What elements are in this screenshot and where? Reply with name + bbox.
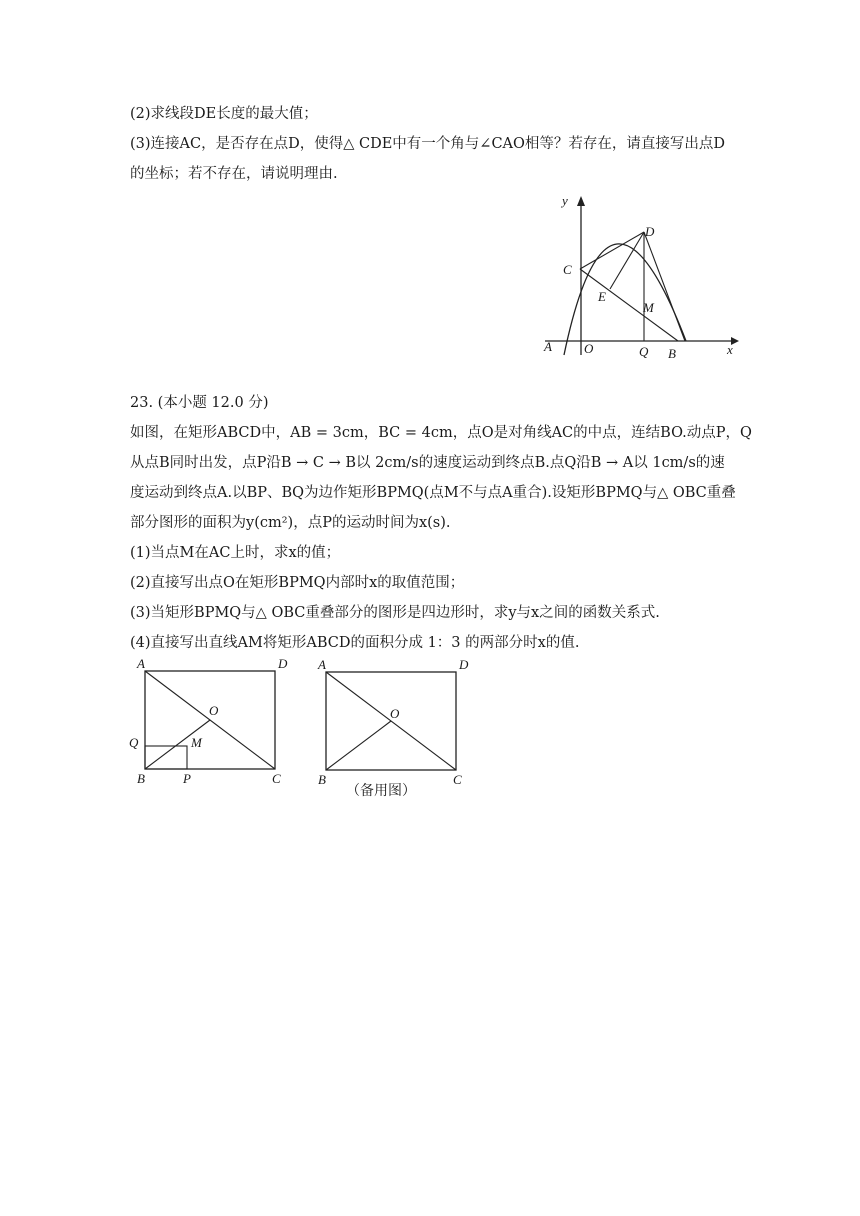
fig1-label-c: C <box>272 771 281 786</box>
q23-part-1: (1)当点M在AC上时，求x的值； <box>130 545 341 561</box>
fig2-label-o: O <box>390 706 400 721</box>
q23-part-4: (4)直接写出直线AM将矩形ABCD的面积分成 1：3 的两部分时x的值. <box>130 635 580 651</box>
q23-stem-line-3: 度运动到终点A.以BP、BQ为边作矩形BPMQ(点M不与点A重合).设矩形BPMQ与△ OBC重叠 <box>130 485 736 501</box>
label-point-m: M <box>643 300 654 315</box>
fig2-label-b: B <box>318 772 326 787</box>
fig1-label-p: P <box>183 771 191 786</box>
rectangle-figure-spare <box>310 655 480 790</box>
fig2-label-a: A <box>318 657 326 672</box>
rectangle-figure-main <box>125 655 295 790</box>
fig1-label-m: M <box>191 735 202 750</box>
fig2-label-d: D <box>459 657 469 672</box>
label-origin-o: O <box>584 341 594 356</box>
q23-stem-line-4: 部分图形的面积为y(cm²)，点P的运动时间为x(s). <box>130 515 451 531</box>
q23-stem-line-1: 如图，在矩形ABCD中，AB = 3cm，BC = 4cm，点O是对角线AC的中点，连结BO.动点P，Q <box>130 425 752 441</box>
q23-stem-line-2: 从点B同时出发，点P沿B → C → B以 2cm/s的速度运动到终点B.点Q沿B → A以 1cm/s的速 <box>130 455 725 471</box>
label-y-axis: y <box>562 193 568 208</box>
q22-part-2: (2)求线段DE长度的最大值； <box>130 106 318 122</box>
fig1-label-o: O <box>209 703 219 718</box>
label-point-b: B <box>668 346 676 361</box>
q22-part-3: (3)连接AC，是否存在点D，使得△ CDE中有一个角与∠CAO相等？若存在，请直接写出点D <box>130 136 726 152</box>
spare-figure-caption: （备用图） <box>346 783 416 799</box>
q23-heading: 23. (本小题 12.0 分) <box>130 395 269 411</box>
fig1-label-a: A <box>137 656 145 671</box>
label-point-e: E <box>598 289 606 304</box>
q23-part-2: (2)直接写出点O在矩形BPMQ内部时x的取值范围； <box>130 575 465 591</box>
label-point-c: C <box>563 262 572 277</box>
parabola-figure <box>535 190 745 362</box>
q22-part-3-continued: 的坐标；若不存在，请说明理由. <box>130 166 338 182</box>
label-point-q: Q <box>639 344 649 359</box>
fig1-label-d: D <box>278 656 288 671</box>
q23-part-3: (3)当矩形BPMQ与△ OBC重叠部分的图形是四边形时，求y与x之间的函数关系式. <box>130 605 660 621</box>
fig2-label-c: C <box>453 772 462 787</box>
label-point-a: A <box>544 339 552 354</box>
fig1-label-q: Q <box>129 735 139 750</box>
label-x-axis: x <box>727 342 733 357</box>
label-point-d: D <box>645 224 655 239</box>
fig1-label-b: B <box>137 771 145 786</box>
